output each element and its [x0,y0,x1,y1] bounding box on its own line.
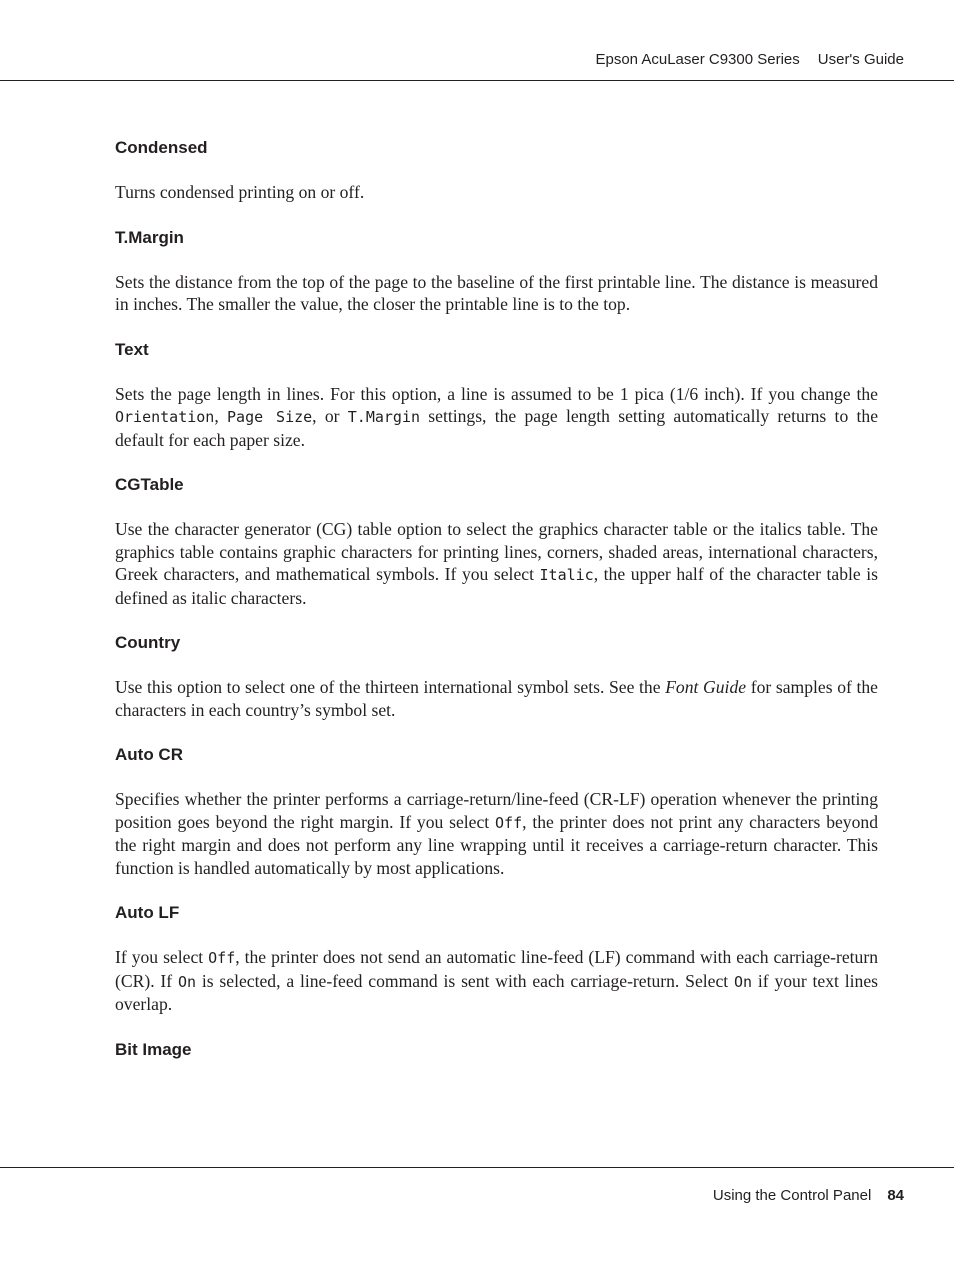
paragraph-text: settings, the page length setting automatically returns to the default for each paper size. [115,406,879,450]
section-heading: Auto CR [115,745,183,764]
page-body [115,136,878,1083]
footer-section-title: Using the Control Panel [712,1187,872,1204]
header-product-title: Epson AcuLaser C9300 Series [595,51,800,68]
section-heading: Bit Image [115,1039,192,1059]
section-paragraph [115,518,878,609]
paragraph-text: is selected, a line-feed command is sent with each carriage-return. Select [196,970,734,991]
section-bitimage [115,1038,878,1062]
section-heading: Condensed [115,138,208,157]
section-cgtable [115,473,878,609]
setting-value-code: On [733,972,753,991]
running-header [595,51,904,68]
paragraph-text: If you select [115,947,209,967]
setting-value-code: Off [495,813,523,832]
footer-rule [0,1167,954,1168]
paragraph-text: , the printer does not print any characters beyond the right margin and does not perform any line wrapping until it receives a carriage-return character. This function is handled automatically by most applications. [115,811,878,878]
setting-value-code: On [177,972,197,991]
section-country [115,631,878,721]
setting-value-code: Off [208,949,236,967]
setting-value-code: Italic [539,566,594,584]
section-paragraph [115,946,878,1016]
paragraph-text: , the upper half of the character table is defined as italic characters. [115,564,878,608]
paragraph-text: Use the character generator (CG) table option to select the graphics character table or the italics table. The graphics table contains graphic characters for printing lines, corners, shaded areas, international characters, Greek characters, and mathematical symbols. If you select [115,519,878,584]
section-autocr [115,743,878,879]
running-footer [713,1187,904,1204]
paragraph-text: Sets the page length in lines. For this option, a line is assumed to be 1 pica (1/6 inch). If you change the [115,383,878,404]
section-heading: Country [115,633,181,652]
section-heading: CGTable [115,475,184,494]
paragraph-text: , [214,406,228,426]
paragraph-text: for samples of the characters in each country’s symbol set. [115,677,878,720]
page-number: 84 [887,1187,904,1204]
section-heading: Text [115,339,149,359]
section-tmargin [115,226,878,316]
paragraph-text: , the printer does not send an automatic line-feed (LF) command with each carriage-return (CR). If [115,947,879,991]
section-autolf [115,901,878,1016]
section-paragraph: Turns condensed printing on or off. [115,182,365,202]
section-heading: T.Margin [115,227,184,247]
header-guide-title: User's Guide [817,51,904,68]
paragraph-text: Use this option to select one of the thirteen international symbol sets. See the [115,677,666,697]
header-rule [0,80,954,81]
font-guide-reference: Font Guide [665,677,747,697]
setting-name-code: T.Margin [347,408,421,426]
section-paragraph [115,788,878,879]
section-text [115,338,878,452]
setting-name-code: Orientation [115,408,215,426]
section-condensed [115,136,878,204]
section-heading: Auto LF [115,903,180,922]
paragraph-text: , or [312,406,348,426]
paragraph-text: if your text lines overlap. [115,970,878,1014]
setting-name-code: Page Size [227,408,313,426]
section-paragraph [115,676,878,721]
section-paragraph [115,383,878,452]
paragraph-text: Specifies whether the printer performs a carriage-return/line-feed (CR-LF) operation whenever the printing position goes beyond the right margin. If you select [115,789,878,832]
section-paragraph: Sets the distance from the top of the page to the baseline of the first printable line. The distance is measured in inches. The smaller the value, the closer the printable line is to the top. [115,271,878,314]
